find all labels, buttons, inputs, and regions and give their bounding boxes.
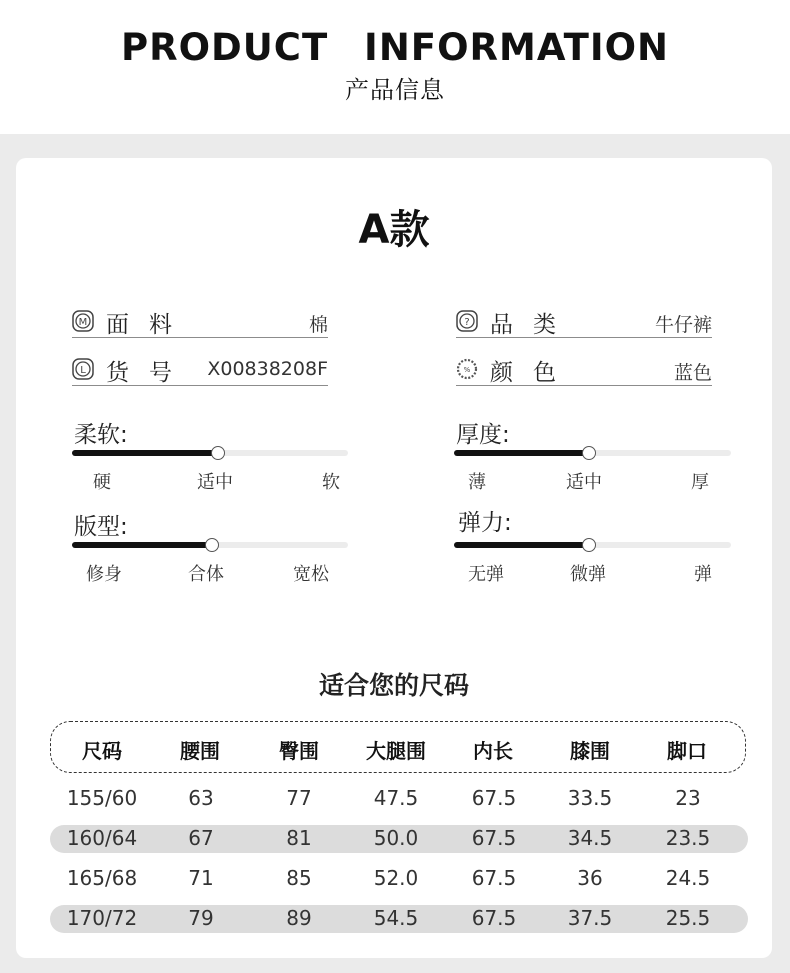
slider-tick: 无弹 [468,564,504,585]
attr-item-number [72,354,328,386]
table-cell: 67.5 [471,826,517,850]
table-cell: 52.0 [373,866,419,890]
size-table-header [50,721,746,773]
attr-key: 面料 [106,312,192,338]
attr-fabric [72,306,328,338]
slider-fill [72,450,218,456]
table-cell: 33.5 [567,786,613,810]
page-title-en: PRODUCT INFORMATION [120,26,670,69]
slider-tick: 弹 [694,564,712,585]
table-cell: 34.5 [567,826,613,850]
column-header: 尺码 [82,739,122,763]
slider-knob [582,538,596,552]
elasticity-slider [454,542,731,548]
m-circle-icon [72,310,94,332]
table-cell: 67.5 [471,786,517,810]
column-header: 膝围 [570,739,610,763]
color-palette-icon [456,358,478,380]
svg-text:M: M [78,317,88,328]
column-header: 内长 [473,739,513,763]
table-cell: 155/60 [66,786,138,810]
slider-fill [72,542,212,548]
table-cell: 37.5 [567,906,613,930]
thickness-slider [454,450,731,456]
attr-color [456,354,712,386]
slider-tick: 厚 [691,472,709,493]
table-cell: 89 [286,906,312,930]
slider-tick: 软 [322,472,340,493]
table-row [50,865,748,893]
table-cell: 71 [188,866,214,890]
slider-title-softness: 柔软: [74,422,128,448]
table-cell: 67.5 [471,906,517,930]
table-row [50,785,748,813]
slider-knob [582,446,596,460]
table-cell: 23.5 [665,826,711,850]
slider-title-elasticity: 弹力: [458,510,512,536]
attr-category [456,306,712,338]
l-circle-icon [72,358,94,380]
fit-slider [72,542,348,548]
svg-text:L: L [80,365,86,376]
slider-tick: 微弹 [570,564,606,585]
attr-value: 棉 [308,314,328,336]
slider-tick: 宽松 [293,564,329,585]
attr-key: 货号 [106,360,192,386]
table-cell: 85 [286,866,312,890]
slider-fill [454,450,590,456]
attr-value: X00838208F [207,358,328,380]
table-cell: 63 [188,786,214,810]
slider-tick: 适中 [197,472,233,493]
question-circle-icon [456,310,478,332]
slider-tick: 薄 [468,472,486,493]
product-card [16,158,772,958]
slider-tick: 适中 [566,472,602,493]
slider-tick: 硬 [93,472,111,493]
table-cell: 77 [286,786,312,810]
table-cell: 81 [286,826,312,850]
slider-knob [211,446,225,460]
header-section [0,0,790,134]
slider-knob [205,538,219,552]
slider-title-thickness: 厚度: [456,422,510,448]
table-cell: 67 [188,826,214,850]
table-cell: 47.5 [373,786,419,810]
column-header: 大腿围 [366,739,426,763]
svg-text:%: % [463,366,471,374]
table-cell: 25.5 [665,906,711,930]
page-title-cn: 产品信息 [345,76,445,104]
slider-tick: 修身 [86,564,122,585]
table-cell: 79 [188,906,214,930]
column-header: 臀围 [279,739,319,763]
slider-tick: 合体 [188,564,224,585]
table-cell: 165/68 [66,866,138,890]
table-cell: 24.5 [665,866,711,890]
size-table-title: 适合您的尺码 [318,671,469,700]
table-cell: 23 [675,786,701,810]
table-row [50,825,748,853]
column-header: 腰围 [180,739,220,763]
slider-fill [454,542,590,548]
slider-title-fit: 版型: [74,514,128,540]
attr-key: 品类 [490,312,576,338]
table-cell: 160/64 [66,826,138,850]
svg-text:?: ? [464,317,470,328]
table-cell: 170/72 [66,906,138,930]
table-cell: 67.5 [471,866,517,890]
table-cell: 50.0 [373,826,419,850]
attr-key: 颜色 [490,360,576,386]
column-header: 脚口 [667,739,707,763]
attr-value: 蓝色 [673,362,712,384]
model-title: A款 [358,207,430,253]
table-row [50,905,748,933]
attr-value: 牛仔裤 [654,314,712,336]
softness-slider [72,450,348,456]
table-cell: 54.5 [373,906,419,930]
table-cell: 36 [577,866,603,890]
